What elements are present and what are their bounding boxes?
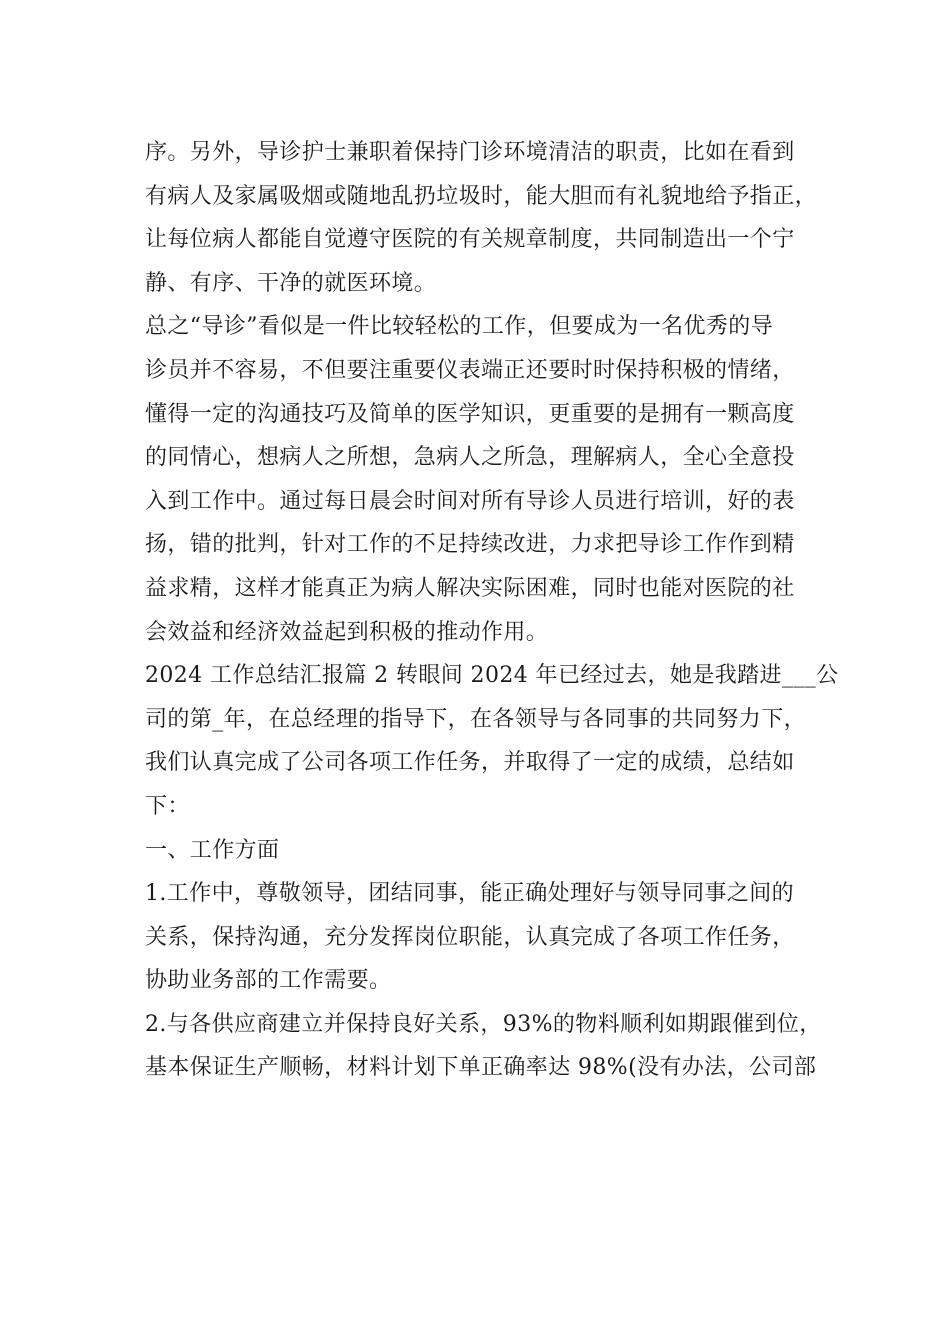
paragraph-conclusion — [145, 305, 810, 654]
document-body — [145, 131, 839, 1090]
text-line: 2.与各供应商建立并保持良好关系，93%的物料顺利如期跟催到位， — [145, 1011, 822, 1037]
text-line: 入到工作中。通过每日晨会时间对所有导诊人员进行培训，好的表 — [145, 488, 795, 514]
text-line: 司的第_年，在总经理的指导下，在各领导与各同事的共同努力下， — [145, 706, 807, 732]
text-line: 2024 工作总结汇报篇 2 转眼间 2024 年已经过去，她是我踏进___公 — [145, 663, 839, 689]
text-line: 懂得一定的沟通技巧及简单的医学知识，更重要的是拥有一颗高度 — [145, 401, 795, 427]
text-line: 会效益和经济效益起到积极的推动作用。 — [145, 619, 549, 645]
paragraph-report-intro — [145, 654, 839, 828]
text-line: 基本保证生产顺畅，材料计划下单正确率达 98%(没有办法，公司部 — [145, 1055, 817, 1081]
text-line: 总之“导诊”看似是一件比较轻松的工作，但要成为一名优秀的导 — [145, 314, 774, 340]
text-line: 1.工作中，尊敬领导，团结同事，能正确处理好与领导同事之间的 — [145, 881, 794, 907]
text-line: 下： — [145, 793, 190, 819]
section-heading — [145, 829, 810, 873]
text-line: 一、工作方面 — [145, 837, 280, 863]
text-line: 扬，错的批判，针对工作的不足持续改进，力求把导诊工作作到精 — [145, 532, 795, 558]
paragraph-guidance-duties — [145, 131, 818, 305]
text-line: 序。另外，导诊护士兼职着保持门诊环境清洁的职责，比如在看到 — [145, 140, 795, 165]
text-line: 有病人及家属吸烟或随地乱扔垃圾时，能大胆而有礼貌地给予指正， — [145, 183, 818, 209]
text-line: 静、有序、干净的就医环境。 — [145, 270, 437, 296]
paragraph-item-1 — [145, 872, 810, 1003]
text-line: 益求精，这样才能真正为病人解决实际困难，同时也能对医院的社 — [145, 575, 795, 601]
text-line: 我们认真完成了公司各项工作任务，并取得了一定的成绩，总结如 — [145, 750, 795, 776]
text-line: 关系，保持沟通，充分发挥岗位职能，认真完成了各项工作任务， — [145, 924, 795, 950]
text-line: 的同情心，想病人之所想，急病人之所急，理解病人，全心全意投 — [145, 445, 795, 471]
text-line: 让每位病人都能自觉遵守医院的有关规章制度，共同制造出一个宁 — [145, 227, 795, 253]
text-line: 诊员并不容易，不但要注重要仪表端正还要时时保持积极的情绪， — [145, 357, 795, 383]
paragraph-item-2 — [145, 1003, 822, 1090]
text-line: 协助业务部的工作需要。 — [145, 968, 392, 994]
